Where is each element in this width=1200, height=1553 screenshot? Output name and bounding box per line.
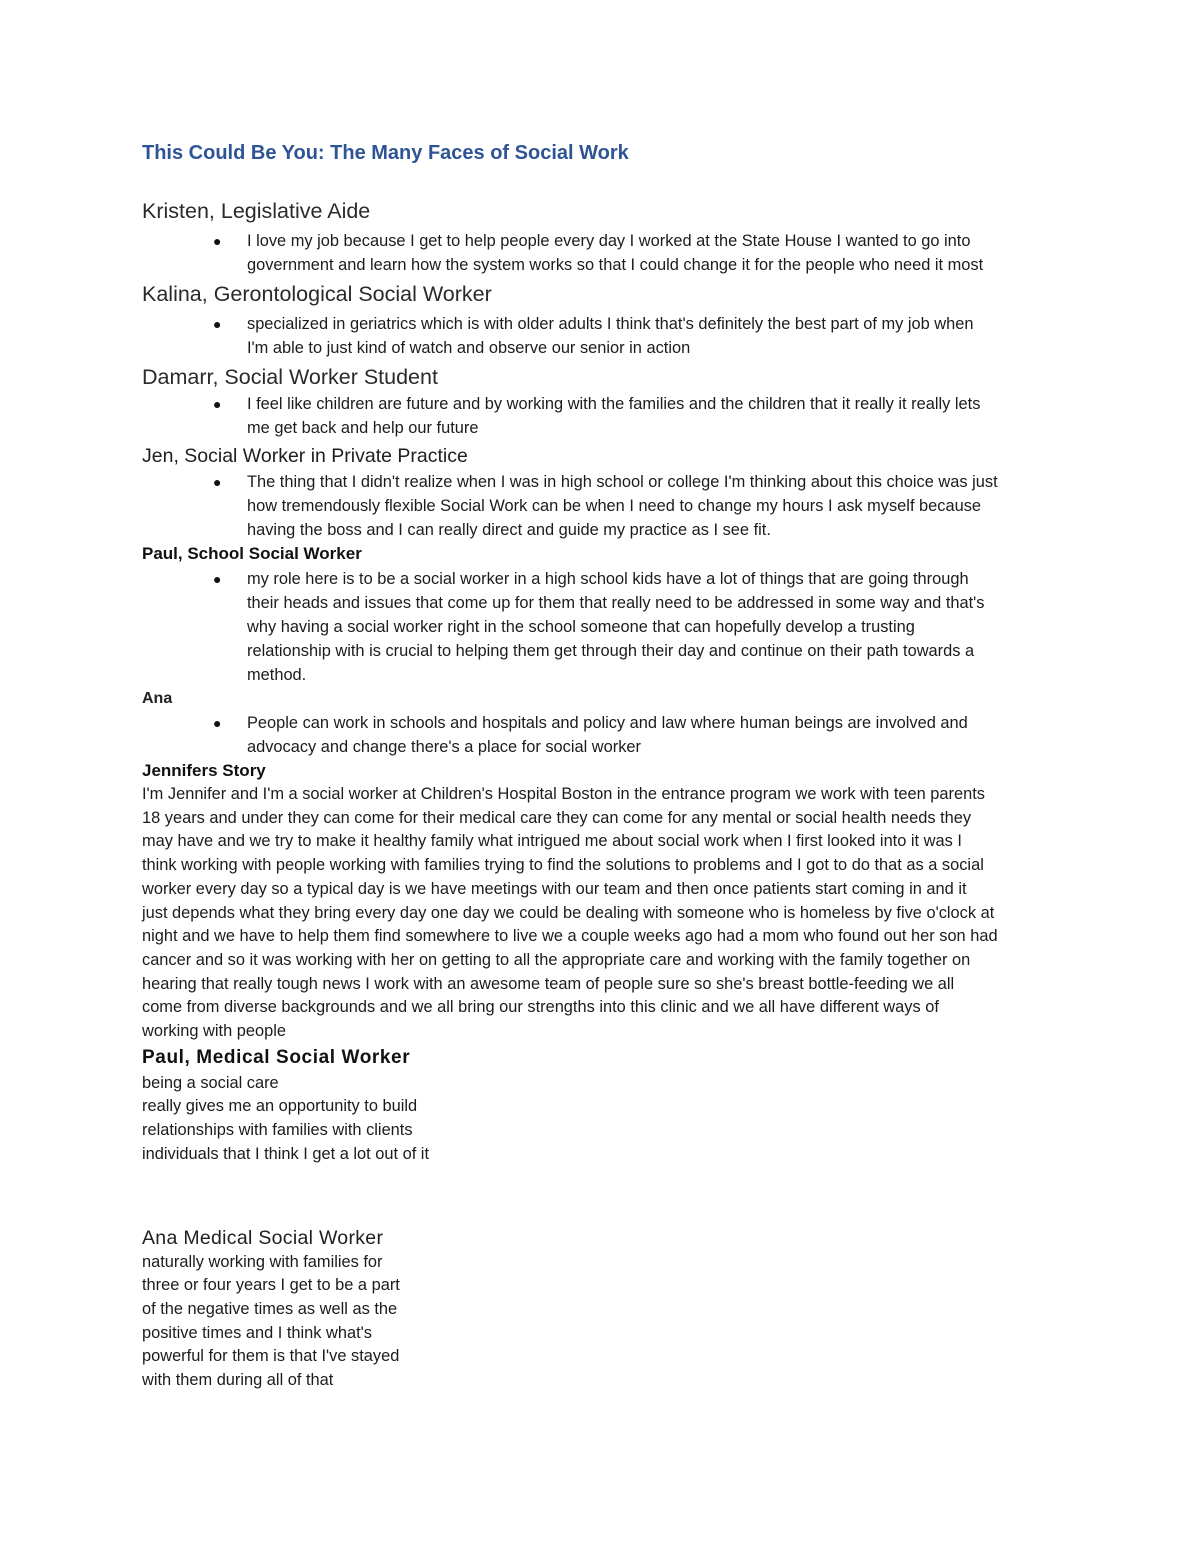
bullet-line: People can work in schools and hospitals and policy and law where human beings are involved and [247, 714, 968, 732]
bullet-item [213, 567, 1067, 687]
paragraph-line: naturally working with families for [142, 1252, 383, 1271]
bullet-list-damarr [142, 392, 1067, 440]
jennifers-story-paragraph [142, 783, 1067, 1044]
bullet-line: my role here is to be a social worker in a high school kids have a lot of things that are going through [247, 570, 969, 588]
paragraph-line: come from diverse backgrounds and we all bring our strengths into this clinic and we all have different ways of [142, 998, 939, 1017]
paul-medical-paragraph [142, 1072, 472, 1167]
bullet-item [213, 229, 1067, 277]
bullet-item [213, 392, 1067, 440]
paragraph-line: three or four years I get to be a part [142, 1276, 400, 1295]
paragraph-line: I'm Jennifer and I'm a social worker at Children's Hospital Boston in the entrance program we work with teen parents [142, 785, 985, 803]
heading-jen: Jen, Social Worker in Private Practice [142, 445, 468, 467]
heading-ana-medical: Ana Medical Social Worker [142, 1226, 384, 1249]
paragraph-line: hearing that really tough news I work with an awesome team of people sure so she's breast bottle-feeding we all [142, 974, 955, 993]
paragraph-line: being a social care [142, 1073, 279, 1092]
paragraph-line: 18 years and under they can come for their medical care they can come for any mental or social health needs they [142, 808, 972, 827]
bullet-icon: ● [213, 233, 222, 249]
paragraph-line: really gives me an opportunity to build [142, 1097, 418, 1116]
paragraph-line: of the negative times as well as the [142, 1299, 398, 1318]
paragraph-line: think working with people working with families trying to find the solutions to problems and I got to do that as a social [142, 856, 984, 875]
paragraph-line: powerful for them is that I've stayed [142, 1347, 400, 1366]
document-body [142, 138, 1067, 1393]
heading-damarr: Damarr, Social Worker Student [142, 365, 438, 389]
bullet-line: relationship with is crucial to helping them get through their day and continue on their path towards a [247, 642, 975, 660]
paragraph-line: relationships with families with clients [142, 1121, 413, 1140]
bullet-list-kalina [142, 312, 1067, 360]
bullet-icon: ● [213, 474, 222, 490]
bullet-line: government and learn how the system works so that I could change it for the people who need it most [247, 256, 984, 274]
bullet-icon: ● [213, 571, 222, 587]
bullet-icon: ● [213, 316, 222, 332]
heading-paul-school: Paul, School Social Worker [142, 544, 362, 563]
ana-medical-paragraph [142, 1251, 472, 1393]
paragraph-line: individuals that I think I get a lot out of it [142, 1144, 430, 1163]
paragraph-line: just depends what they bring every day one day we could be dealing with someone who is homeless by five o'clock at [142, 903, 995, 922]
bullet-line: me get back and help our future [247, 419, 479, 437]
bullet-line: how tremendously flexible Social Work can be when I need to change my hours I ask myself because [247, 497, 982, 515]
bullet-item [213, 470, 1067, 542]
paragraph-line: positive times and I think what's [142, 1323, 372, 1342]
bullet-line: their heads and issues that come up for them that really need to be addressed in some way and that's [247, 594, 985, 612]
bullet-line: I feel like children are future and by working with the families and the children that it really it really lets [247, 395, 981, 413]
bullet-line: advocacy and change there's a place for social worker [247, 738, 641, 756]
bullet-list-jen [142, 470, 1067, 542]
paragraph-line: working with people [142, 1022, 286, 1041]
heading-paul-medical: Paul, Medical Social Worker [142, 1046, 411, 1068]
bullet-line: I love my job because I get to help people every day I worked at the State House I wanted to go into [247, 232, 971, 250]
bullet-line: why having a social worker right in the school someone that can hopefully develop a trusting [247, 618, 915, 636]
bullet-icon: ● [213, 396, 222, 412]
paragraph-line: may have and we try to make it healthy family what intrigued me about social work when I first looked into it was I [142, 832, 962, 851]
bullet-line: having the boss and I can really direct and guide my practice as I see fit. [247, 521, 771, 539]
bullet-list-ana [142, 711, 1067, 759]
bullet-icon: ● [213, 715, 222, 731]
heading-kristen: Kristen, Legislative Aide [142, 199, 371, 223]
heading-jennifers-story: Jennifers Story [142, 761, 266, 780]
heading-ana: Ana [142, 690, 173, 707]
bullet-list-kristen [142, 229, 1067, 277]
paragraph-line: with them during all of that [142, 1371, 334, 1390]
bullet-line: The thing that I didn't realize when I was in high school or college I'm thinking about this choice was just [247, 473, 998, 491]
paragraph-line: worker every day so a typical day is we have meetings with our team and then once patients start coming in and it [142, 879, 967, 898]
bullet-line: method. [247, 666, 307, 684]
paragraph-line: cancer and so it was working with her on getting to all the appropriate care and working with the family together on [142, 950, 971, 969]
bullet-line: specialized in geriatrics which is with older adults I think that's definitely the best part of my job when [247, 315, 974, 333]
bullet-item [213, 312, 1067, 360]
document-title: This Could Be You: The Many Faces of Social Work [142, 142, 629, 164]
paragraph-line: night and we have to help them find somewhere to live we a couple weeks ago had a mom who found out her son had [142, 927, 998, 946]
bullet-list-paul-school [142, 567, 1067, 687]
heading-kalina: Kalina, Gerontological Social Worker [142, 282, 492, 306]
bullet-item [213, 711, 1067, 759]
bullet-line: I'm able to just kind of watch and observe our senior in action [247, 339, 691, 357]
